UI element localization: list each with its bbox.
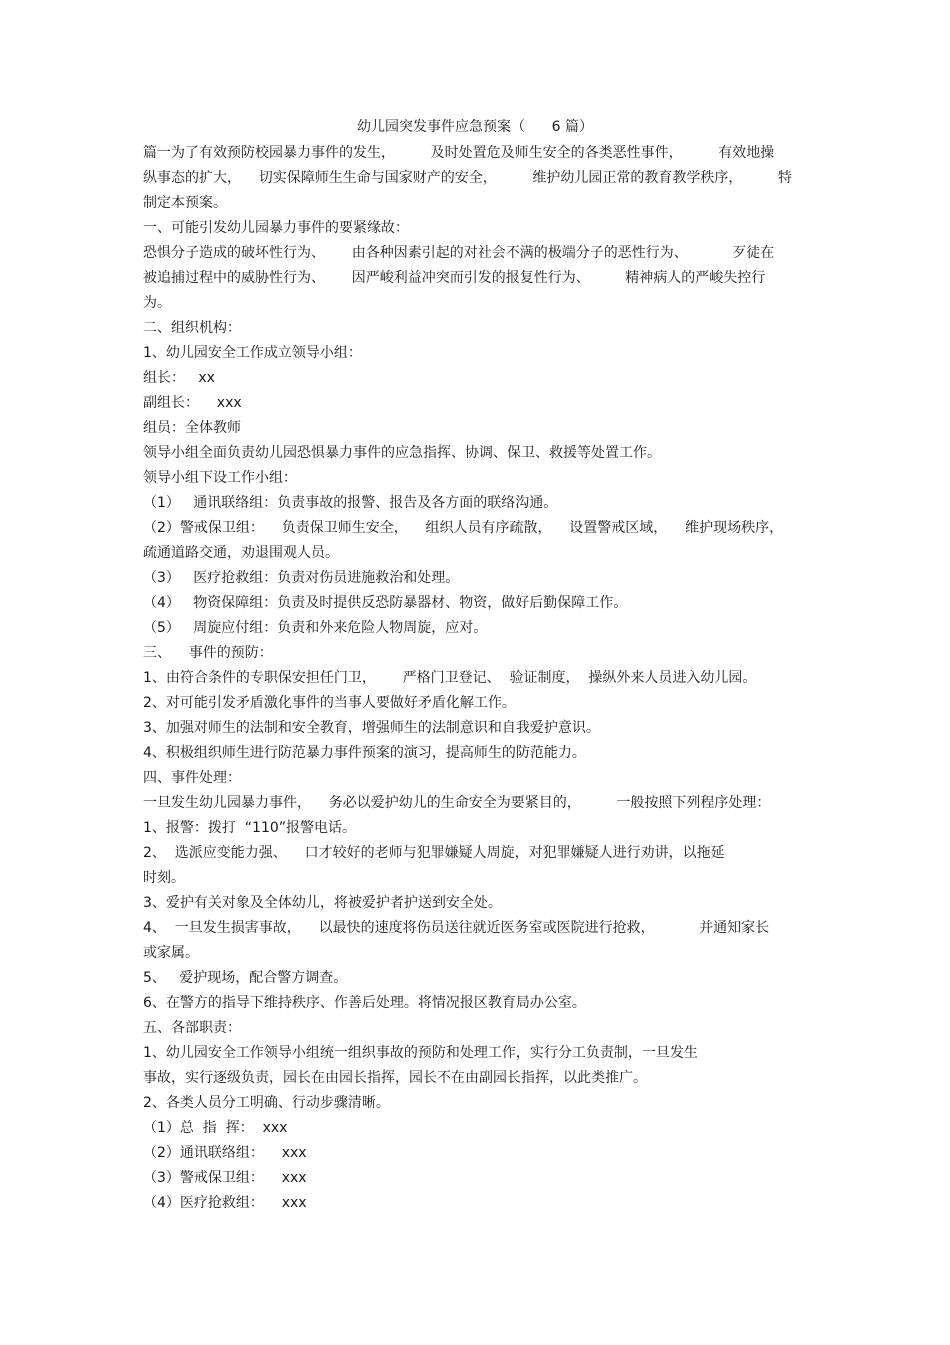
body-line: （3）警戒保卫组： xxx bbox=[143, 1170, 307, 1186]
body-line: 2、 选派应变能力强、 口才较好的老师与犯罪嫌疑人周旋，对犯罪嫌疑人进行劝讲，以拖延 bbox=[143, 845, 725, 861]
body-line: （2）警戒保卫组： 负责保卫师生安全， 组织人员有序疏散， 设置警戒区域， 维护现场秩序， bbox=[143, 520, 784, 536]
body-line: 为。 bbox=[143, 295, 171, 311]
body-line: 篇一为了有效预防校园暴力事件的发生， 及时处置危及师生安全的各类恶性事件， 有效地操 bbox=[143, 145, 775, 161]
body-line: 领导小组下设工作小组： bbox=[143, 470, 297, 486]
body-line: （1） 通讯联络组：负责事故的报警、报告及各方面的联络沟通。 bbox=[143, 495, 558, 511]
body-line: 纵事态的扩大， 切实保障师生生命与国家财产的安全， 维护幼儿园正常的教育教学秩序， 特 bbox=[143, 170, 793, 186]
body-line: （5） 周旋应付组：负责和外来危险人物周旋，应对。 bbox=[143, 620, 488, 636]
body-line: 4、积极组织师生进行防范暴力事件预案的演习，提高师生的防范能力。 bbox=[143, 745, 586, 761]
body-line: （4） 物资保障组：负责及时提供反恐防暴器材、物资，做好后勤保障工作。 bbox=[143, 595, 628, 611]
body-line: 四、事件处理： bbox=[143, 770, 241, 786]
body-line: （3） 医疗抢救组：负责对伤员进施救治和处理。 bbox=[143, 570, 460, 586]
body-line: 二、组织机构： bbox=[143, 320, 241, 336]
body-line: 3、加强对师生的法制和安全教育，增强师生的法制意识和自我爱护意识。 bbox=[143, 720, 600, 736]
body-line: 被追捕过程中的威胁性行为、 因严峻利益冲突而引发的报复性行为、 精神病人的严峻失控行 bbox=[143, 270, 766, 286]
body-line: 时刻。 bbox=[143, 870, 185, 886]
body-line: 疏通道路交通，劝退围观人员。 bbox=[143, 545, 339, 561]
body-line: 5、 爱护现场，配合警方调查。 bbox=[143, 970, 348, 986]
body-line: 领导小组全面负责幼儿园恐惧暴力事件的应急指挥、协调、保卫、救援等处置工作。 bbox=[143, 445, 661, 461]
body-line: 1、幼儿园安全工作成立领导小组： bbox=[143, 345, 362, 361]
body-line: 恐惧分子造成的破坏性行为、 由各种因素引起的对社会不满的极端分子的恶性行为、 歹徒在 bbox=[143, 245, 775, 261]
body-line: 五、各部职责： bbox=[143, 1020, 241, 1036]
body-line: 2、对可能引发矛盾激化事件的当事人要做好矛盾化解工作。 bbox=[143, 695, 516, 711]
document-title: 幼儿园突发事件应急预案（ 6 篇） bbox=[356, 119, 594, 135]
body-line: 一、可能引发幼儿园暴力事件的要紧缘故： bbox=[143, 220, 409, 236]
body-line: 4、 一旦发生损害事故， 以最快的速度将伤员送往就近医务室或医院进行抢救， 并通知家长 bbox=[143, 920, 770, 936]
body-line: 一旦发生幼儿园暴力事件， 务必以爱护幼儿的生命安全为要紧目的， 一般按照下列程序处理： bbox=[143, 795, 771, 811]
body-line: 3、爱护有关对象及全体幼儿，将被爱护者护送到安全处。 bbox=[143, 895, 502, 911]
document-body bbox=[143, 143, 823, 1218]
body-line: 副组长： xxx bbox=[143, 395, 242, 411]
body-line: （2）通讯联络组： xxx bbox=[143, 1145, 307, 1161]
body-line: 1、报警：拨打 “110”报警电话。 bbox=[143, 820, 357, 836]
body-line: 事故，实行逐级负责，园长在由园长指挥，园长不在由副园长指挥，以此类推广。 bbox=[143, 1070, 647, 1086]
body-line: （1）总 指 挥： xxx bbox=[143, 1120, 288, 1136]
body-line: 三、 事件的预防： bbox=[143, 645, 273, 661]
body-line: 6、在警方的指导下维持秩序、作善后处理。将情况报区教育局办公室。 bbox=[143, 995, 586, 1011]
body-line: 1、幼儿园安全工作领导小组统一组织事故的预防和处理工作，实行分工负责制，一旦发生 bbox=[143, 1045, 698, 1061]
body-line: 或家属。 bbox=[143, 945, 199, 961]
body-line: 1、由符合条件的专职保安担任门卫， 严格门卫登记、 验证制度， 操纵外来人员进入幼儿园。 bbox=[143, 670, 757, 686]
body-line: 组员：全体教师 bbox=[143, 420, 241, 436]
body-line: 组长： xx bbox=[143, 370, 215, 386]
body-line: 制定本预案。 bbox=[143, 195, 227, 211]
body-line: 2、各类人员分工明确、行动步骤清晰。 bbox=[143, 1095, 390, 1111]
body-line: （4）医疗抢救组： xxx bbox=[143, 1195, 307, 1211]
